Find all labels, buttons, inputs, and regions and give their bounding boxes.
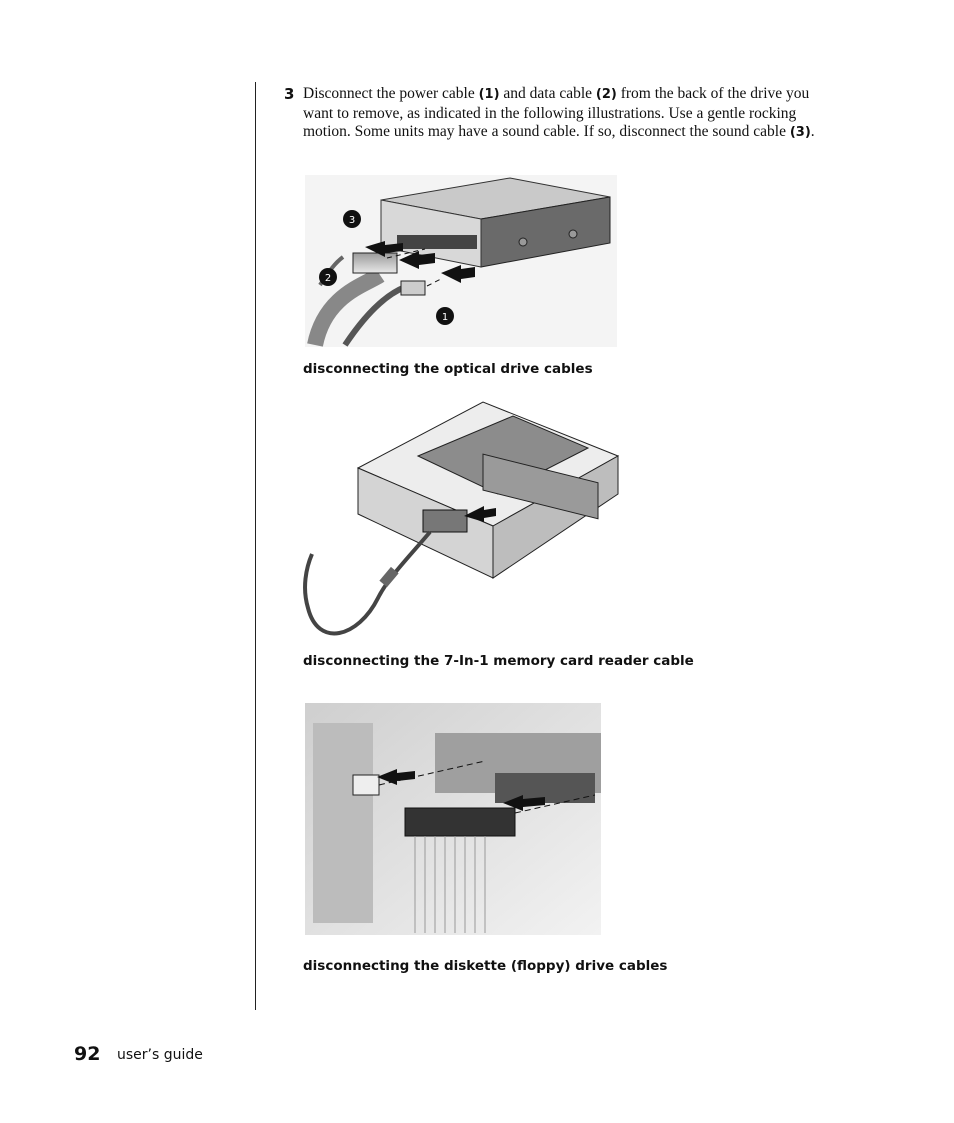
step-text-part: from the back of the drive you want to remove, as indicated in the following illustrations. Use a gentle rocking motion. Some units may have a sound cable. If so, disconnect the sound cable (303, 85, 810, 141)
callout-1 (436, 307, 454, 325)
margin-rule (255, 82, 256, 1010)
callout-3 (343, 210, 361, 228)
callout-2-label: 2 (324, 273, 332, 284)
figure-1-caption: disconnecting the optical drive cables (303, 361, 593, 377)
step-ref-power-cable: (1) (478, 87, 500, 102)
step-text-part: Disconnect the power cable (303, 85, 479, 102)
callout-1-label: 1 (441, 312, 449, 323)
callout-2 (319, 268, 337, 286)
step-text-part: and data cable (499, 85, 596, 102)
step-ref-data-cable: (2) (595, 87, 617, 102)
step-text-part: . (810, 123, 815, 141)
footer-label: user’s guide (117, 1047, 203, 1063)
figure-2-caption: disconnecting the 7-In-1 memory card reader cable (303, 653, 694, 669)
memory-card-reader-illustration (298, 398, 624, 642)
step-ref-sound-cable: (3) (789, 125, 811, 141)
floppy-drive-illustration (305, 703, 601, 935)
page-number: 92 (74, 1043, 101, 1065)
step-number: 3 (284, 85, 295, 103)
optical-drive-illustration (305, 175, 617, 347)
step-instructions (303, 85, 833, 143)
figure-3-caption: disconnecting the diskette (floppy) drive cables (303, 958, 668, 974)
callout-3-label: 3 (348, 215, 356, 226)
